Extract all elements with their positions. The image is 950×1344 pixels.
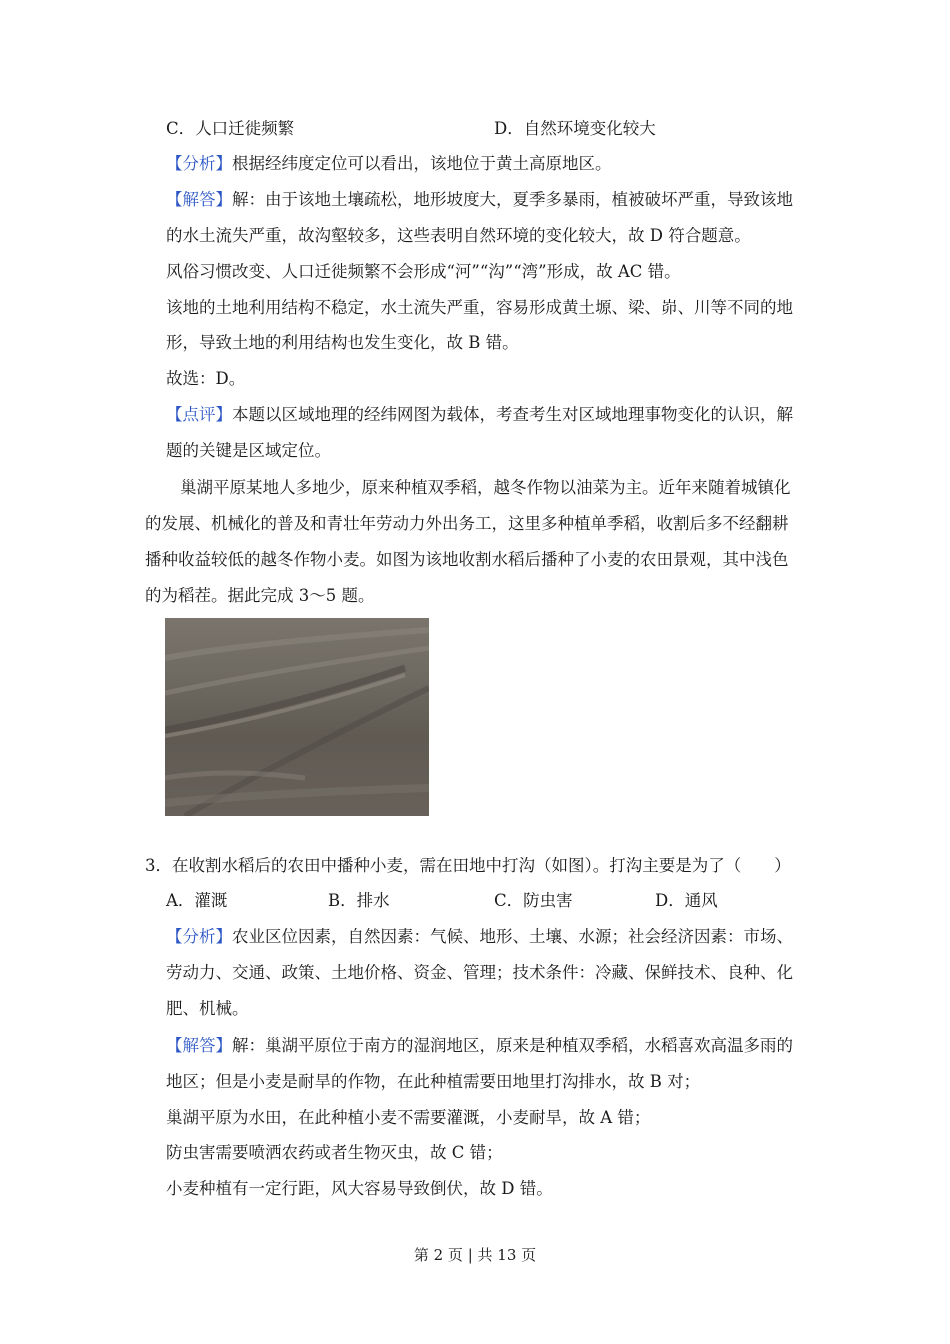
page-footer: 第 2 页 | 共 13 页	[413, 1246, 537, 1264]
q3-answer-line-1	[166, 1035, 793, 1057]
analysis-tag: 【分析】	[166, 154, 232, 173]
answer-text-1: 解：由于该地土壤疏松，地形坡度大，夏季多暴雨，植被破坏严重，导致该地	[232, 190, 793, 209]
q3-analysis-text-1: 农业区位因素，自然因素：气候、地形、土壤、水源；社会经济因素：市场、	[232, 927, 793, 946]
option-b: B．排水	[328, 891, 390, 910]
q3-answer-tag: 【解答】	[166, 1036, 232, 1055]
answer-choice: 故选：D。	[166, 369, 246, 388]
answer-line-1	[166, 189, 793, 211]
q3-analysis-line-1	[166, 926, 793, 948]
q3-analysis-line-3: 肥、机械。	[166, 999, 249, 1018]
option-a: A．灌溉	[166, 891, 228, 910]
answer-line-4: 该地的土地利用结构不稳定，水土流失严重，容易形成黄土塬、梁、峁、川等不同的地	[166, 298, 793, 317]
answer-line-2: 的水土流失严重，故沟壑较多，这些表明自然环境的变化较大，故 D 符合题意。	[166, 226, 751, 245]
q3-answer-line-5: 小麦种植有一定行距，风大容易导致倒伏，故 D 错。	[166, 1179, 553, 1198]
option-c-line: C．人口迁徙频繁	[166, 119, 295, 138]
passage-line-1: 巢湖平原某地人多地少，原来种植双季稻，越冬作物以油菜为主。近年来随着城镇化	[180, 478, 791, 497]
q3-analysis-line-2: 劳动力、交通、政策、土地价格、资金、管理；技术条件：冷藏、保鲜技术、良种、化	[166, 963, 793, 982]
comment-line-1	[166, 404, 793, 426]
answer-line-3: 风俗习惯改变、人口迁徙频繁不会形成“河”“沟”“湾”形成，故 AC 错。	[166, 262, 681, 281]
q3-analysis-tag: 【分析】	[166, 927, 232, 946]
option-d-line: D．自然环境变化较大	[494, 119, 656, 138]
q3-answer-line-2: 地区；但是小麦是耐旱的作物，在此种植需要田地里打沟排水，故 B 对；	[166, 1072, 701, 1091]
comment-line-2: 题的关键是区域定位。	[166, 441, 331, 460]
analysis-text: 根据经纬度定位可以看出，该地位于黄土高原地区。	[232, 154, 612, 173]
answer-tag: 【解答】	[166, 190, 232, 209]
option-c: C．防虫害	[494, 891, 573, 910]
q3-answer-text-1: 解：巢湖平原位于南方的湿润地区，原来是种植双季稻，水稻喜欢高温多雨的	[232, 1036, 793, 1055]
q3-answer-line-4: 防虫害需要喷洒农药或者生物灭虫，故 C 错；	[166, 1143, 503, 1162]
field-photo	[165, 618, 429, 816]
passage-line-3: 播种收益较低的越冬作物小麦。如图为该地收割水稻后播种了小麦的农田景观，其中浅色	[145, 550, 789, 569]
answer-line-5: 形，导致土地的利用结构也发生变化，故 B 错。	[166, 333, 519, 352]
passage-line-2: 的发展、机械化的普及和青壮年劳动力外出务工，这里多种植单季稻，收割后多不经翻耕	[145, 514, 789, 533]
passage-line-4: 的为稻茬。据此完成 3～5 题。	[145, 586, 375, 605]
analysis-line	[166, 153, 612, 175]
comment-tag: 【点评】	[166, 405, 232, 424]
question-3: 3．在收割水稻后的农田中播种小麦，需在田地中打沟（如图）。打沟主要是为了（ ）	[145, 856, 791, 875]
option-d: D．通风	[655, 891, 718, 910]
comment-text-1: 本题以区域地理的经纬网图为载体，考查考生对区域地理事物变化的认识，解	[232, 405, 793, 424]
q3-answer-line-3: 巢湖平原为水田，在此种植小麦不需要灌溉，小麦耐旱，故 A 错；	[166, 1108, 651, 1127]
